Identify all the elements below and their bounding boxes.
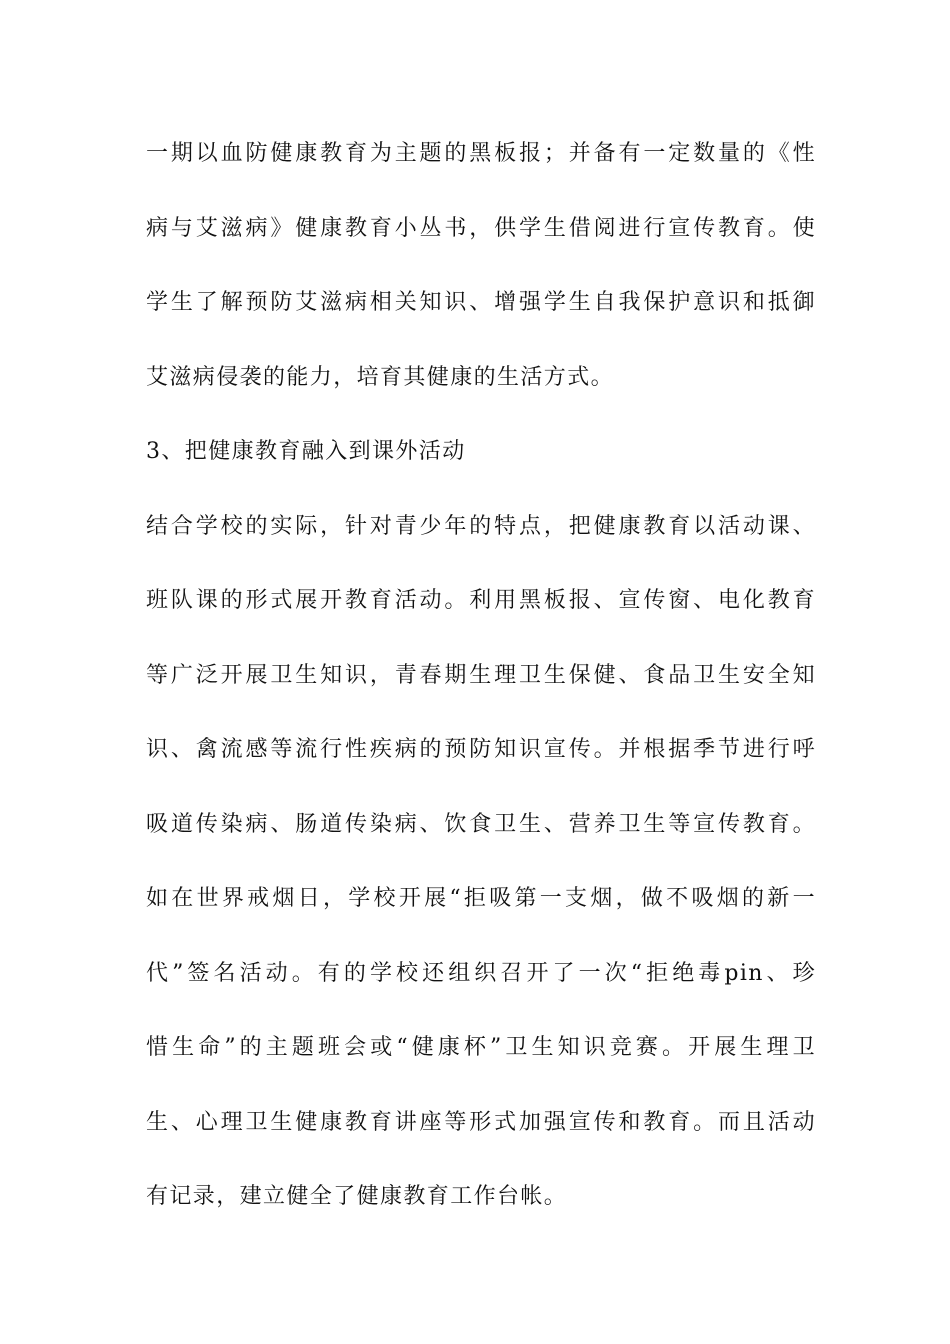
text-line: 等广泛开展卫生知识，青春期生理卫生保健、食品卫生安全知 bbox=[146, 662, 816, 688]
text-line: 如在世界戒烟日，学校开展“拒吸第一支烟，做不吸烟的新一 bbox=[146, 886, 816, 911]
text-line: 代”签名活动。有的学校还组织召开了一次“拒绝毒pin、珍 bbox=[146, 960, 816, 986]
text-line: 艾滋病侵袭的能力，培育其健康的生活方式。 bbox=[146, 364, 615, 390]
text-line: 3、把健康教育融入到课外活动 bbox=[146, 439, 466, 464]
text-line: 学生了解预防艾滋病相关知识、增强学生自我保护意识和抵御 bbox=[146, 290, 816, 315]
text-line: 有记录，建立健全了健康教育工作台帐。 bbox=[146, 1184, 568, 1209]
text-line: 吸道传染病、肠道传染病、饮食卫生、营养卫生等宣传教育。 bbox=[146, 811, 816, 837]
text-line: 病与艾滋病》健康教育小丛书，供学生借阅进行宣传教育。使 bbox=[146, 215, 816, 241]
text-line: 班队课的形式展开教育活动。利用黑板报、宣传窗、电化教育 bbox=[146, 588, 816, 613]
text-line: 识、禽流感等流行性疾病的预防知识宣传。并根据季节进行呼 bbox=[146, 737, 816, 762]
text-line: 惜生命”的主题班会或“健康杯”卫生知识竞赛。开展生理卫 bbox=[146, 1035, 816, 1060]
text-line: 生、心理卫生健康教育讲座等形式加强宣传和教育。而且活动 bbox=[146, 1109, 816, 1135]
text-line: 结合学校的实际，针对青少年的特点，把健康教育以活动课、 bbox=[146, 513, 816, 539]
document-body bbox=[146, 130, 816, 1248]
text-line: 一期以血防健康教育为主题的黑板报；并备有一定数量的《性 bbox=[146, 141, 816, 166]
